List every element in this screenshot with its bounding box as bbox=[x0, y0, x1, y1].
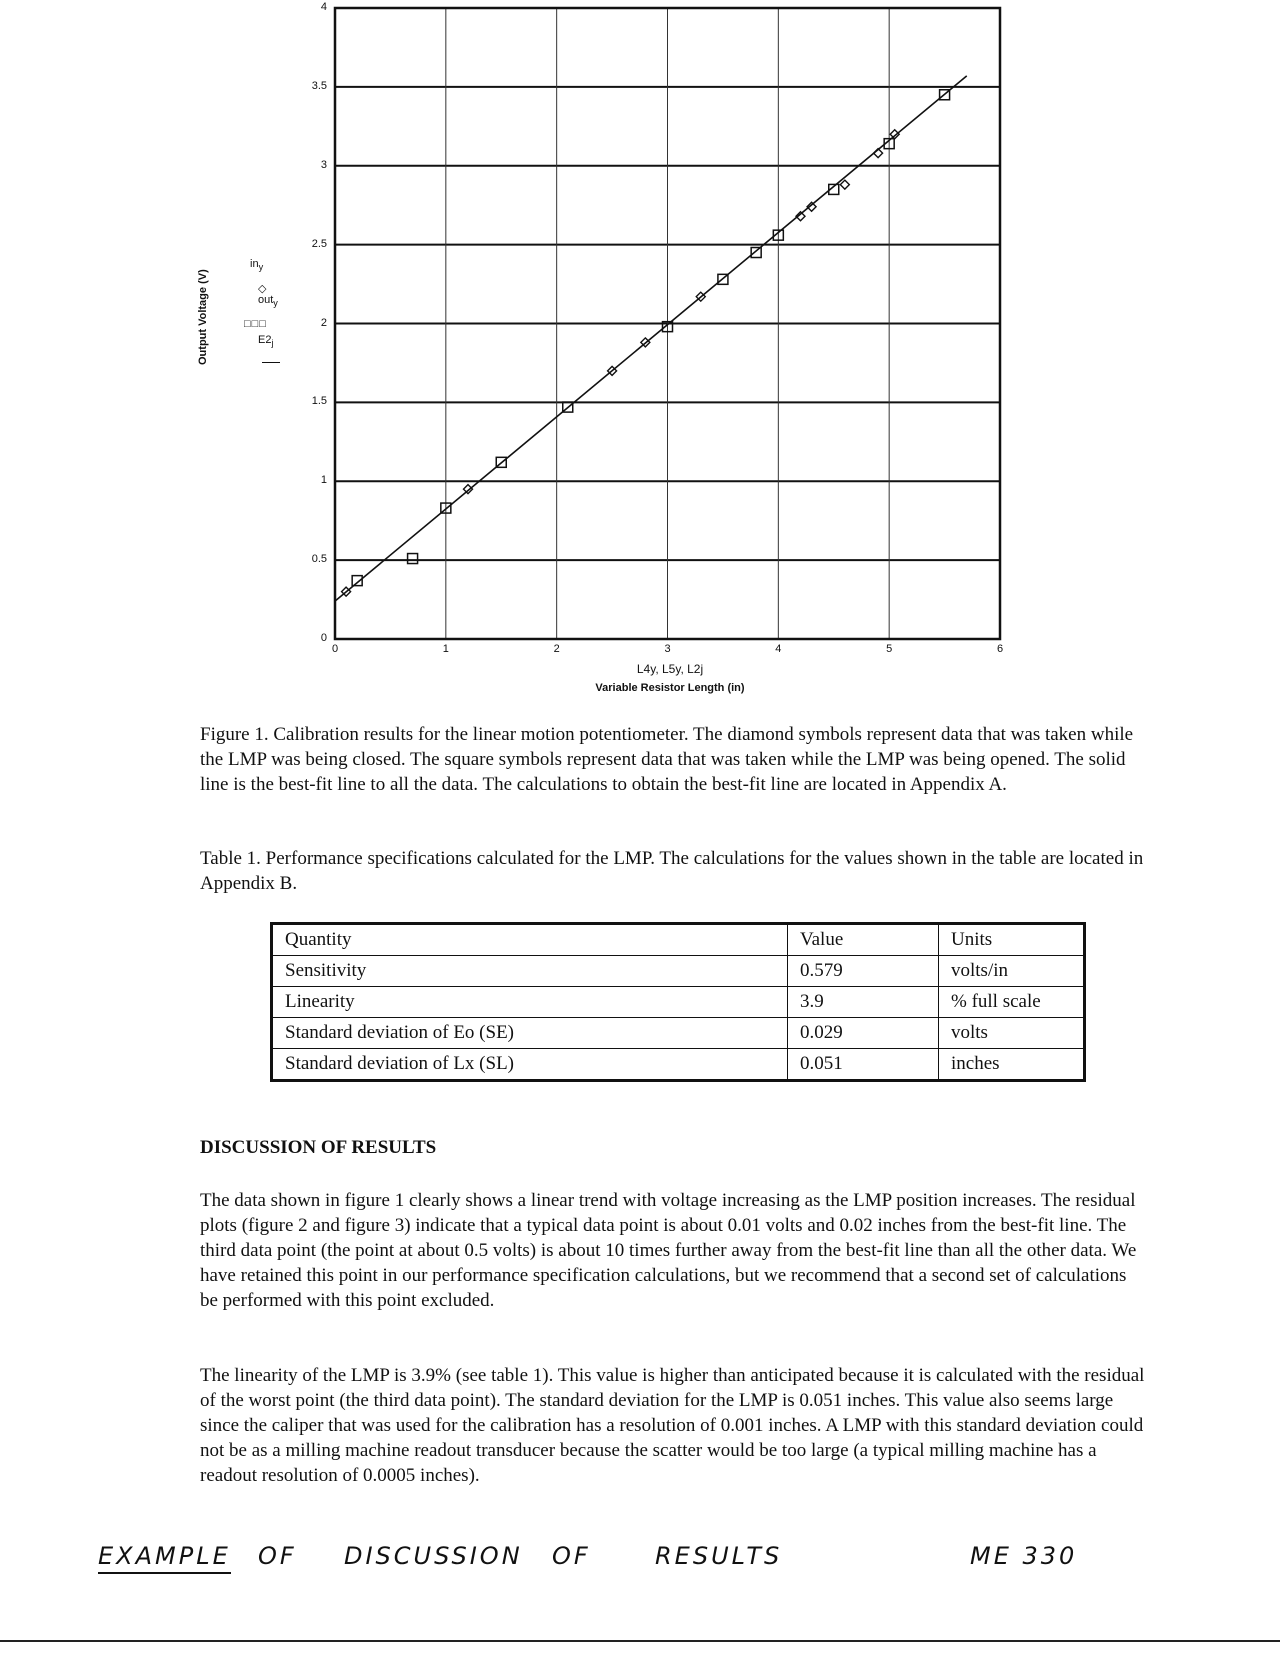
best-fit-line-group bbox=[335, 76, 967, 601]
cell-quantity: Standard deviation of Eo (SE) bbox=[272, 1018, 788, 1049]
handwritten-of-1: OF bbox=[258, 1542, 297, 1570]
legend-in bbox=[250, 258, 263, 272]
legend-out-sub: y bbox=[273, 298, 278, 309]
x-tick-label: 6 bbox=[996, 643, 1004, 655]
cell-value: 0.029 bbox=[788, 1018, 939, 1049]
calibration-chart bbox=[0, 0, 1280, 720]
cell-units: volts/in bbox=[939, 956, 1085, 987]
performance-table bbox=[270, 922, 1086, 1082]
handwritten-discussion: DISCUSSION bbox=[344, 1542, 523, 1570]
square-marker bbox=[408, 554, 418, 564]
y-tick-label: 2 bbox=[320, 316, 327, 329]
y-tick-label: 3 bbox=[320, 158, 327, 171]
table-caption: Table 1. Performance specifications calculated for the LMP. The calculations for the values shown in the table are located in Appendix B. bbox=[200, 848, 1144, 894]
cell-value: 0.051 bbox=[788, 1049, 939, 1081]
y-tick-label: 4 bbox=[320, 1, 327, 13]
y-tick-label: 2.5 bbox=[311, 237, 327, 250]
cell-quantity: Sensitivity bbox=[272, 956, 788, 987]
y-tick-label: 0.5 bbox=[311, 553, 327, 566]
y-tick-label: 1.5 bbox=[311, 395, 327, 408]
x-tick-label: 2 bbox=[553, 643, 560, 655]
cell-quantity: Linearity bbox=[272, 987, 788, 1018]
discussion-heading: DISCUSSION OF RESULTS bbox=[200, 1137, 437, 1158]
legend-e2-label: E2 bbox=[258, 334, 272, 346]
best-fit-line bbox=[335, 76, 967, 601]
x-tick-label: 3 bbox=[664, 643, 671, 655]
x-tick-label: 4 bbox=[775, 643, 782, 655]
legend-e2 bbox=[258, 334, 274, 348]
handwritten-example: EXAMPLE bbox=[98, 1542, 231, 1574]
y-tick-label: 1 bbox=[320, 474, 327, 487]
cell-quantity: Standard deviation of Lx (SL) bbox=[272, 1049, 788, 1081]
legend-in-label: in bbox=[250, 258, 259, 270]
y-axis-label: Output Voltage (V) bbox=[197, 269, 209, 365]
chart-grid bbox=[335, 8, 1000, 639]
square-icons: □□□ bbox=[244, 318, 267, 330]
table-row bbox=[272, 1049, 1085, 1081]
table-row bbox=[272, 987, 1085, 1018]
header-units: Units bbox=[939, 924, 1085, 956]
header-quantity: Quantity bbox=[272, 924, 788, 956]
y-tick-label: 3.5 bbox=[311, 79, 327, 92]
table-header-row bbox=[272, 924, 1085, 956]
discussion-paragraph-1: The data shown in figure 1 clearly shows a linear trend with voltage increasing as the LMP position increases. The residual plots (figure 2 and figure 3) indicate that a typical data point is about 0.01 volts and 0.02 inches from the best-fit line. The third data point (the point at about 0.5 volts) is about 10 times further away from the best-fit line than all the other data. We have retained this point in our performance specification calculations, but we recommend that a second set of calculations be performed with this point excluded. bbox=[200, 1190, 1137, 1311]
diamond-icon: ◇ bbox=[258, 283, 267, 295]
table-row bbox=[272, 956, 1085, 987]
cell-units: volts bbox=[939, 1018, 1085, 1049]
header-value: Value bbox=[788, 924, 939, 956]
cell-units: inches bbox=[939, 1049, 1085, 1081]
legend-line-icon bbox=[262, 362, 280, 363]
x-axis-variables: L4y, L5y, L2j bbox=[636, 662, 704, 676]
discussion-paragraph-2: The linearity of the LMP is 3.9% (see table 1). This value is higher than anticipated because it is calculated with the residual of the worst point (the third data point). The standard deviation for the LMP is 0.051 inches. This value also seems large since the caliper that was used for the calibration has a resolution of 0.001 inches. A LMP with this standard deviation could not be as a milling machine readout transducer because the scatter would be too large (a typical milling machine has a readout resolution of 0.0005 inches). bbox=[200, 1365, 1145, 1486]
page-edge-line bbox=[0, 1640, 1280, 1642]
handwritten-of-2: OF bbox=[552, 1542, 591, 1570]
legend-out-label: out bbox=[258, 294, 274, 306]
legend-in-sub: y bbox=[258, 262, 264, 273]
cell-value: 0.579 bbox=[788, 956, 939, 987]
diamond-marker bbox=[840, 180, 849, 189]
x-tick-label: 1 bbox=[442, 643, 449, 655]
cell-units: % full scale bbox=[939, 987, 1085, 1018]
handwritten-course: ME 330 bbox=[970, 1542, 1078, 1570]
cell-value: 3.9 bbox=[788, 987, 939, 1018]
figure-caption: Figure 1. Calibration results for the linear motion potentiometer. The diamond symbols represent data that was taken while the LMP was being closed. The square symbols represent data that was taken while the LMP was being opened. The solid line is the best-fit line to all the data. The calculations to obtain the best-fit line are located in Appendix A. bbox=[200, 724, 1134, 795]
handwritten-results: RESULTS bbox=[655, 1542, 783, 1570]
legend-e2-sub: j bbox=[271, 338, 274, 349]
x-tick-label: 0 bbox=[331, 643, 339, 655]
y-tick-label: 0 bbox=[320, 632, 327, 644]
x-axis-label: Variable Resistor Length (in) bbox=[595, 682, 745, 694]
x-tick-label: 5 bbox=[886, 643, 893, 655]
table-row bbox=[272, 1018, 1085, 1049]
legend-out bbox=[258, 294, 278, 308]
